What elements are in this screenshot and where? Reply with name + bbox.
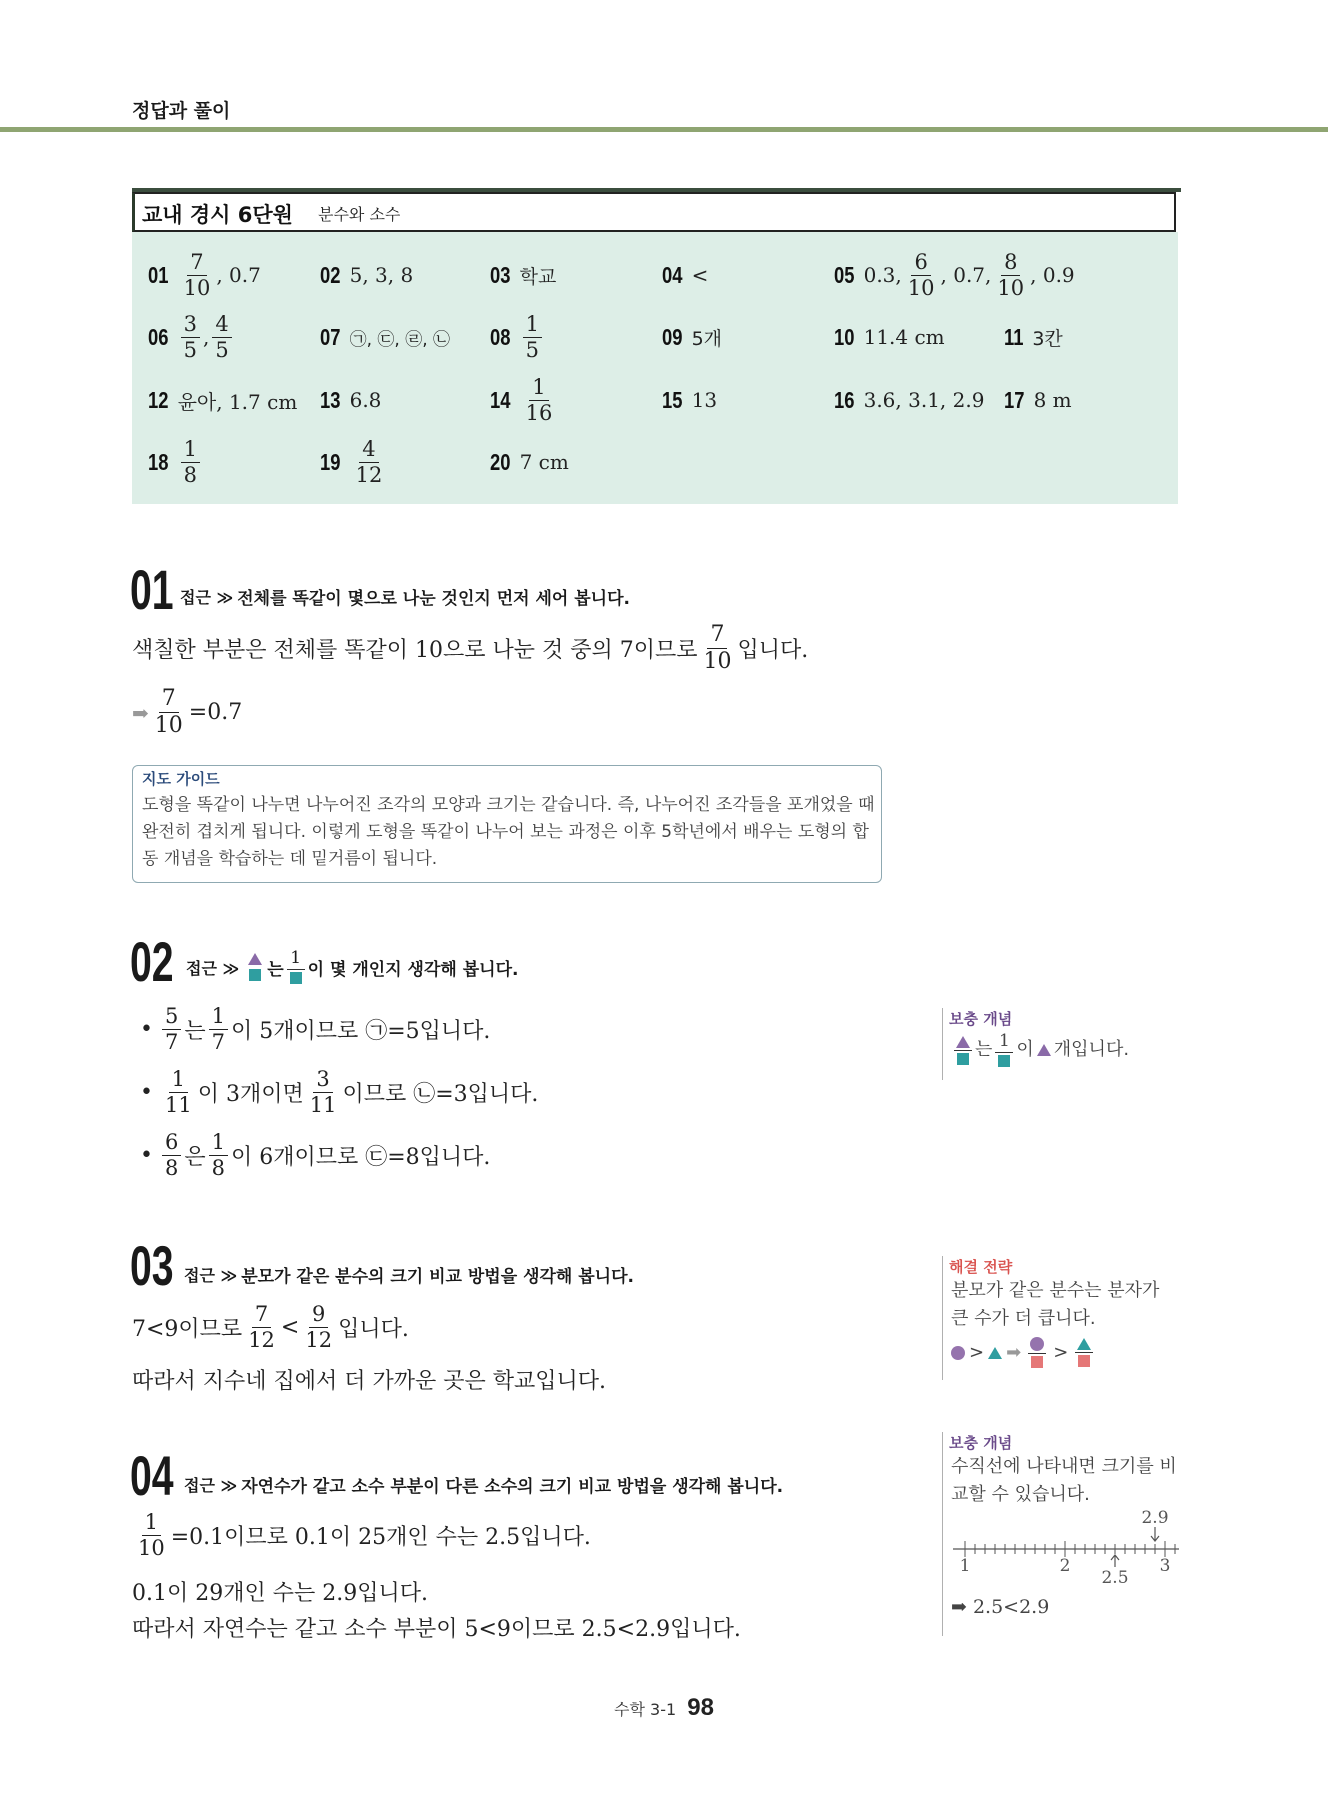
label-2: 2 [1059, 1556, 1071, 1576]
circle-over-square-icon [1028, 1337, 1046, 1368]
s04-line1: $\frac{1}{10}$ =0.1이므로 0.1이 25개인 수는 2.5입니다. [138, 1510, 591, 1560]
answer-box-title: 교내 경시 6단원 [142, 203, 293, 227]
side-note-03-text: 분모가 같은 분수는 분자가 큰 수가 더 큽니다. [951, 1280, 1160, 1329]
number-line [947, 1509, 1183, 1593]
answer-16: 16 3.6, 3.1, 2.9 [834, 386, 985, 413]
answer-05: 05 0.3, $\frac{6}{10}$ , 0.7, $\frac{8}{10}$ , 0.9 [834, 249, 1075, 300]
header-rule [0, 127, 1328, 132]
answer-02: 02 5, 3, 8 [320, 261, 414, 288]
side-note-03-title: 해결 전략 [949, 1258, 1013, 1276]
side-note-04-result: ➡ 2.5<2.9 [951, 1596, 1050, 1618]
answer-11: 11 3칸 [1004, 323, 1063, 350]
answer-15: 15 13 [662, 386, 718, 413]
s01-line1: 색칠한 부분은 전체를 똑같이 10으로 나눈 것 중의 7이므로 $\frac{7}{10}$ 입니다. [132, 622, 809, 674]
answer-10: 10 11.4 cm [834, 323, 945, 350]
side-note-04 [942, 1432, 1183, 1636]
section-number-01: 01 [130, 558, 174, 621]
triangle-icon [1037, 1044, 1051, 1056]
answer-12: 12 윤아, 1.7 cm [148, 386, 298, 414]
answer-17: 17 8 m [1004, 386, 1072, 413]
one-over-square-icon: 1 [287, 950, 305, 984]
s01-line2: ➡ $\frac{7}{10}$ =0.7 [132, 686, 243, 738]
section-number-04: 04 [130, 1444, 174, 1507]
side-note-04-title: 보충 개념 [949, 1434, 1013, 1452]
s02-line1: • $\frac{5}{7}$ 는 $\frac{1}{7}$ 이 5개이므로 ㉠=5입니다. [140, 1004, 491, 1054]
side-note-02-text: 는 1 이 개입니다. [951, 1033, 1183, 1067]
answer-19: 19 $\frac{4}{12}$ [320, 436, 383, 487]
s03-line2: 따라서 지수네 집에서 더 가까운 곳은 학교입니다. [132, 1369, 606, 1394]
footer-book: 수학 3-1 [614, 1700, 677, 1719]
triangle-over-square-icon [246, 953, 264, 981]
s04-line2: 0.1이 29개인 수는 2.9입니다. [132, 1581, 428, 1606]
running-header: 정답과 풀이 [132, 100, 231, 122]
side-note-02 [942, 1008, 1183, 1080]
section-number-03: 03 [130, 1234, 174, 1297]
s02-line2: • $\frac{1}{11}$ 이 3개이면 $\frac{3}{11}$ 이므로 ㉡=3입니다. [140, 1067, 539, 1117]
answer-14: 14 $\frac{1}{16}$ [490, 374, 553, 425]
answer-08: 08 $\frac{1}{5}$ [490, 307, 545, 367]
teaching-guide-title: 지도 가이드 [142, 770, 220, 788]
section-number-02: 02 [130, 930, 174, 993]
side-note-03-diagram: > ➡ > [951, 1337, 1183, 1368]
answer-09: 09 5개 [662, 323, 723, 350]
teaching-guide-text: 도형을 똑같이 나누면 나누어진 조각의 모양과 크기는 같습니다. 즉, 나누어진 조각들을 포개었을 때 완전히 겹치게 됩니다. 이렇게 도형을 똑같이 나누어 보는 과정은 이후 5학년에서 배우는 도형의 합동 개념을 학습하는 데 밑거름이 됩니다. [142, 795, 875, 869]
label-2-5: 2.5 [1101, 1568, 1129, 1588]
arrow-up-icon [1111, 1555, 1119, 1567]
arrow-down-icon [1151, 1527, 1159, 1541]
answer-03: 03 학교 [490, 261, 557, 288]
label-2-9: 2.9 [1141, 1509, 1169, 1528]
side-note-04-text: 수직선에 나타내면 크기를 비교할 수 있습니다. [951, 1456, 1177, 1505]
triangle-icon [988, 1347, 1002, 1359]
approach-02: 접근 ≫ 는 1 이 몇 개인지 생각해 봅니다. [186, 950, 518, 984]
approach-03: 접근 ≫ 분모가 같은 분수의 크기 비교 방법을 생각해 봅니다. [184, 1266, 634, 1287]
one-over-square-icon: 1 [995, 1033, 1013, 1067]
answer-13: 13 6.8 [320, 386, 382, 413]
answer-06: 06 $\frac{3}{5}$ , $\frac{4}{5}$ [148, 307, 235, 367]
arrow-icon: ➡ [132, 700, 149, 725]
label-3: 3 [1159, 1556, 1171, 1576]
label-1: 1 [959, 1556, 971, 1576]
answer-18: 18 $\frac{1}{8}$ [148, 432, 203, 492]
s03-line1: 7<9이므로 $\frac{7}{12}$ < $\frac{9}{12}$ 입니다. [132, 1302, 409, 1352]
side-note-02-title: 보충 개념 [949, 1010, 1013, 1028]
triangle-over-square-icon [1075, 1338, 1093, 1367]
page-number: 98 [687, 1694, 714, 1721]
approach-04: 접근 ≫ 자연수가 같고 소수 부분이 다른 소수의 크기 비교 방법을 생각해 봅니다. [184, 1476, 784, 1497]
answer-box-subtitle: 분수와 소수 [318, 205, 401, 224]
answer-04: 04 < [662, 261, 709, 288]
s04-line3: 따라서 자연수는 같고 소수 부분이 5<9이므로 2.5<2.9입니다. [132, 1617, 741, 1642]
triangle-over-square-icon [954, 1036, 972, 1065]
page-footer [0, 1694, 1328, 1722]
circle-icon [951, 1346, 965, 1360]
answer-20: 20 7 cm [490, 448, 569, 475]
answer-07: 07 ㉠, ㉢, ㉣, ㉡ [320, 323, 451, 350]
answer-01: 01 $\frac{7}{10}$ , 0.7 [148, 249, 261, 300]
approach-01: 접근 ≫ 전체를 똑같이 몇으로 나눈 것인지 먼저 세어 봅니다. [180, 588, 630, 609]
arrow-icon: ➡ [1006, 1341, 1022, 1363]
side-note-03 [942, 1256, 1183, 1380]
s02-line3: • $\frac{6}{8}$ 은 $\frac{1}{8}$ 이 6개이므로 ㉢=8입니다. [140, 1130, 491, 1180]
